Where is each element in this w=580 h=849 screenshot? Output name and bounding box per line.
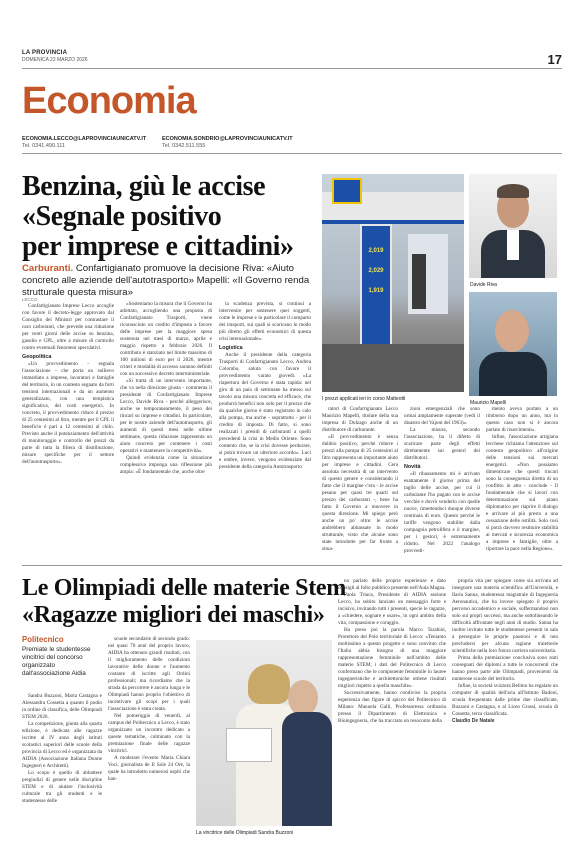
issue-date: DOMENICA 22 MARZO 2026 [22, 57, 88, 63]
paragraph: Anche il presidente della categoria Trasporti di Confartigianato Lecco, Andrea Colombo, saluta con favore il provvedimento varato giovedì. «La riapertura del Governo è stata rapida: nel giro di un paio di settimane ha messo sul tavolo una misura concreta ed efficace, che produrrà benefici non solo per il prezzo che da qualche giorno è stato registrato in calo alla pompa, ma anche - soprattutto - per il credito di imposta. Di fatto, si sono realizzati i presidi di carburanti a quelli precedenti la crisi in Medio Oriente. Sono contento che, se la crisi dovesse perdurare, si potrà trovare un ulteriore accordo». Luci e ombre, invece, vengono evidenziate dal presidente della categoria Autotrasporto [219, 352, 311, 470]
contact-email[interactable]: ECONOMIA.SONDRIO@LAPROVINCIAUNICATV.IT [162, 136, 293, 142]
portrait-caption: Davide Riva [470, 282, 497, 288]
contact-lecco [22, 136, 146, 150]
article1-column-5 [404, 406, 480, 555]
paragraph: «Il provvedimento è senza dubbio positivo, perché ridurre i prezzi alla pompa di 25 centesimi al litro rappresenta un importante aiuto per imprese e cittadini. Cera assoluta necessità di un intervento di questo genere e considerando il fatto che il margine c'era - le accise pesano per quasi tre quarti sul prezzo dei carburanti -, bene ha fatto il Governo a muovere in questa direzione. Mi spiego però anche un po' oltre: le accise andrebbero abbassate in modo strutturale, visto che alcune sono state introdotte per far fronte a situa- [322, 434, 398, 552]
dateline: LECCO [22, 297, 38, 302]
paragraph: la scadenza prevista, si continui a intervenire per sostenere quei soggetti, come le imprese e in particolare il comparto dei trasporti, sui quali si scaricano in modo più diretto gli effetti economici di questa crisi internazionale». [219, 301, 311, 342]
article2-column-3 [338, 578, 446, 725]
article1-column-2 [120, 301, 212, 476]
paragraph: Successivamente, hanno condiviso la propria esperienza due figure di spicco del Politecnico di Milano: Manuela Galli, Professoressa ordinaria presso il Dipartimento di Elettronica e Bioingegneria, che ha tracciato un resoconto della [338, 690, 446, 724]
article2-column-4 [452, 578, 558, 725]
byline: Claudio De Natale [452, 718, 495, 724]
photo-caption: I prezzi applicati ieri in corso Matteotti [322, 396, 406, 402]
article1-headline [22, 172, 312, 262]
publication-name: LA PROVINCIA [22, 50, 68, 56]
paragraph: «Sosteniamo la misura che il Governo ha adottato, accogliendo una proposta di Confartigianato Trasporti, viene riconosciuto un credito d'imposta a favore delle imprese per la maggiore spesa sostenuta nei mesi di marzo, aprile e maggio rispetto a febbraio 2026. Il contributo è stanziato nel limite massimo di 100 milioni di euro per il 2026, mentre criteri e modalità di accesso saranno definiti con un successivo decreto interministeriale. [120, 301, 212, 377]
article-divider [22, 565, 562, 566]
award-photo [196, 640, 332, 826]
article2-kicker: Politecnico [22, 635, 64, 644]
paragraph: Prima della premiazione conclusiva sono stati consegnati dei diplomi a tutte le concorrenti che hanno preso parte alle Olimpiadi, provenienti da numerose scuole del territorio. [452, 655, 558, 682]
contact-tel: Tel. 0341.490.111 [22, 143, 65, 149]
subheading: Geopolitica [22, 354, 52, 360]
article2-column-1 [22, 693, 102, 805]
paragraph: Nel pomeriggio di venerdì, al campus del Politecnico a Lecco, è stato organizzato un incontro dedicato a queste tematiche, culminato con la premiazione finale delle ragazze vincitrici. [108, 713, 190, 754]
article1-column-3 [219, 301, 311, 471]
paragraph: «Si tratta di un intervento importante, che va nella direzione giusta - commenta il presidente di Confartigianato Imprese Lecco, Davide Riva - perché alleggerisce, anche se temporaneamente, il peso dei rincari su imprese e cittadini. In particolare, per le nostre aziende dell'autotrasporto, gli aumenti di questi mesi nelle ultime settimane, questa riduzione rappresenta un aiuto concreto per contenere i costi operativi e mantenere la competitività». [120, 378, 212, 454]
contact-email[interactable]: ECONOMIA.LECCO@LAPROVINCIAUNICATV.IT [22, 136, 147, 142]
paragraph: «Il ribassamento mi è arrivato esattamente il giorno prima del taglio delle accise, per cui il carburante l'ho pagato con le accise vecchie e dovrò venderlo con quelle nuove, rimettendoci dunque diverse centinaia di euro. Questo perché le tariffe vengono stabilite dalla compagnia petrolifera e il margine, per i gestori, è estremamente ridotto. Nel 2022 l'analogo provvedi- [404, 471, 480, 554]
article1-column-6 [486, 406, 558, 553]
paragraph: Infine, l'associazione artigiana lecchese richiama l'attenzione sul contesto geopolitico all'origine delle tensioni sui mercati energetici. «Non possiamo dimenticare che questi rincari sono la conseguenza diretta di un conflitto in atto - conclude - Il fondamentale che si lavori con determinazione sul piano diplomatico per riaprire il dialogo e arrivare al più presto a una cessazione delle ostilità. Solo così si potrà davvero restituire stabilità ai mercati e sicurezza economica a imprese e famiglie, oltre a riportare la pace nella Regione». [486, 434, 558, 552]
photo-caption: La vincitrice delle Olimpiadi Sandra Buzzoni [196, 830, 294, 836]
paragraph: La misura, secondo l'associazione, ha il difetto di scaricare parte degli effetti direttamente sui gestori dei distributori. [404, 427, 480, 461]
article1-deck: Confartigianato promuove la decisione Riva: «Aiuto concreto alle aziende dell'autotrasporto» Mapelli: «Il Governo renda strutturale questa misura» [22, 263, 310, 298]
diploma [226, 728, 272, 762]
article2-kicker-description: Premiate le studentesse vincitrici del concorso organizzato dall'associazione Aidia [22, 646, 91, 677]
headline-line: Benzina, giù le accise [22, 171, 266, 202]
brand-logo [332, 178, 362, 204]
paragraph: Paola Triaca, Presidente di AIDIA sezione Lecco, ha subito lanciato un messaggio forte e incisivo, invitando tutti i presenti, specie le ragazze, a «chiedere, sognare e osare», in ogni ambito della vita, compassione e coraggio. [338, 592, 446, 626]
paragraph: ratori di Confartigianato Lecco Maurizio Mapelli, titolare della sua impresa di Dolzago anche di un distributore di carburante. [322, 406, 398, 433]
paragraph: Ha preso poi la parola Marco Tarabini, Prorettore del Polo territoriale di Lecco: «Teniamo moltissimo a questo progetto e sono convinto che l'Italia abbia bisogno di una maggiore rappresentazione femminile nell'ambito delle materie STEM; i dati del Politecnico di Lecco confermano che le componente femminile in lauree ingegneristiche e architettoniche ottiene risultati migliori rispetto a quella maschile». [338, 627, 446, 689]
paragraph: A moderare l'evento Maria Chiara Voci, giornalista de Il Sole 24 Ore, la quale ha introdotto numerosi ospiti che han- [108, 755, 190, 782]
article1-column-4 [322, 406, 398, 553]
headline-line: Le Olimpiadi delle materie Stem [22, 575, 346, 601]
section-title: Economia [22, 80, 196, 122]
headline-line: «Ragazze migliori dei maschi» [22, 602, 325, 628]
portrait-mapelli [469, 292, 557, 396]
gas-station-photo [322, 174, 464, 392]
masthead [22, 50, 562, 149]
portrait-caption: Maurizio Mapelli [470, 400, 507, 406]
paragraph: no parlato delle proprie esperienze e dato consigli al folto pubblico presente nell'Aula Magna. [338, 578, 446, 591]
paragraph: mento aveva portato a un rimborso dopo un anno, ma in questo caso non si è ancora parlato di risarcimenti». [486, 406, 558, 433]
paragraph: «Un provvedimento - segnala l'associazione - che porta un sollievo immediato a imprese, lavoratori e famiglie del territorio, in un contesto segnato da forti tensioni internazionali e da un aumento generalizzato, con una tempistica significativa, dei costi energetici. In concreto, il provvedimento riduce il prezzo di 25 centesimi al litro, mentre per il GPL il beneficio è pari a 12 centesimi al chilo. Previsto anche il potenziamento dell'attività di monitoraggio e controllo dei prezzi da parte di tutta la filiera di distribuzione, misure specifiche per il settore dell'autotrasporto». [22, 361, 114, 465]
article2-column-2 [108, 636, 190, 783]
portrait-riva [469, 174, 557, 278]
article1-column-1 [22, 296, 114, 466]
paragraph: La competizione, giunta alla quarta edizione, è dedicata alle ragazze iscritte al IV anno degli istituti scolastici superiori delle scuole della provincia di Lecco ed è organizzata da AIDIA (Associazione Italiana Donne Ingegneri e Architetti). [22, 721, 102, 769]
paragraph: Lo scopo è quello di abbattere pregiudizi di genere nelle discipline STEM e di aiutare l'inclusività culturale tra gli studenti e le studentesse delle [22, 770, 102, 804]
header-rule [22, 68, 562, 69]
subheading: Novità [404, 464, 421, 470]
paragraph: Infine, la società svizzera Belimo ha regalato un computer di qualità dell'aria all'Istituto Badoni, scuola frequentata dalle prime due classificate, Buzzoni e Castagna, e al Liceo Grassi, scuola di Cossetta, terza classificata. [452, 683, 558, 717]
contact-tel: Tel. 0342.511.555 [162, 143, 206, 149]
paragraph: Confartigianato Imprese Lecco accoglie con favore il decreto-legge approvato dal Consiglio dei Ministri per contrastare il caro carburanti, che prevede una riduzione per venti giorni delle accise su benzina, gasolio e GPL, oltre a misure di controllo contro eventuali fenomeni speculativi. [22, 303, 114, 351]
paragraph: Quindi evidenzia come la situazione complessiva imponga una riflessione più ampia: «È fondamentale che, anche oltre [120, 455, 212, 475]
article1-subtitle [22, 263, 316, 299]
subheading: Logistica [219, 345, 243, 351]
page-number: 17 [547, 52, 562, 67]
headline-line: per imprese e cittadini» [22, 231, 294, 262]
contact-sondrio [162, 136, 293, 150]
paragraph: Sandra Buzzoni, Marta Castagna e Alessandra Cossetta a quanto il podio in ordine di classifica, delle Olimpiadi STEM 2026. [22, 693, 102, 720]
price-sign: 2,019 2,029 1,919 [360, 224, 392, 348]
paragraph: zioni emergenziali che sono ormai ampiamente superate (vedi il disastro del Vajont del 1963)». [404, 406, 480, 426]
paragraph: propria vita per spiegare come sia arrivata ad insegnare una materia scientifica all'Università, e Ilaria Sanna, studentessa magistrale di Ingegneria Aeronautica, che ha invece spiegato il proprio percorso accademico e sociale, soffermandosi non solo sui propri successi, ma anche sottolineando le difficoltà affrontate negli anni di studio. Sanna ha inoltre invitato tutte le studentesse presenti in sala a perseguire le proprie passioni e di non precludersi per alcuna ragione traiettorie scientifiche nella loro futura carriera universitaria. [452, 578, 558, 654]
section-rule [22, 153, 562, 154]
headline-line: «Segnale positivo [22, 201, 222, 232]
article1-kicker: Carburanti. [22, 263, 74, 274]
paragraph: scuole secondarie di secondo grado: nei quasi 70 anni del proprio lavoro, AIDIA ha ottenuto grandi risultati, con il miglioramento delle condizioni lavorative delle donne e l'aumento costante di iscritte agli Ordini professionali; ma ricordiamo che la strada da percorrere è ancora lunga e le Olimpiadi hanno proprio l'obiettivo di incentivare gli scopi per i quali l'associazione è stata creata. [108, 636, 190, 712]
